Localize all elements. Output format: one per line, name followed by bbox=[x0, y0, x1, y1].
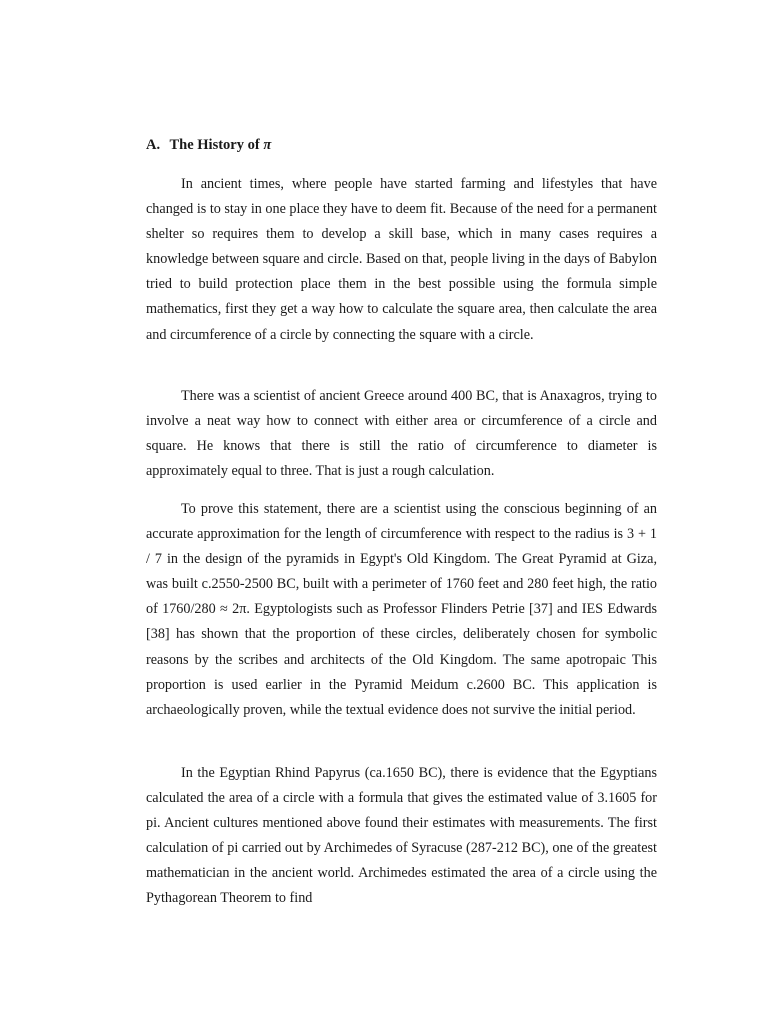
section-heading bbox=[146, 137, 271, 154]
paragraph-rhind-papyrus: In the Egyptian Rhind Papyrus (ca.1650 BC), there is evidence that the Egyptians calculated the area of a circle with a formula that gives the estimated value of 3.1605 for pi. Ancient cultures mentioned above found their estimates with measurements. The first calculation of pi carried out by Archimedes of Syracuse (287-212 BC), one of the greatest mathematician in the ancient world. Archimedes estimated the area of a circle using the Pythagorean Theorem to find bbox=[146, 765, 657, 907]
section-title: The History of bbox=[169, 137, 260, 153]
paragraph-anaxagoras: There was a scientist of ancient Greece around 400 BC, that is Anaxagros, trying to involve a neat way how to connect with either area or circumference of a circle and square. He knows that there is still the ratio of circumference to diameter is approximately equal to three. That is just a rough calculation. bbox=[146, 388, 657, 480]
paragraph-pyramids: To prove this statement, there are a scientist using the conscious beginning of an accurate approximation for the length of circumference with respect to the radius is 3 + 1 / 7 in the design of the pyramids in Egypt's Old Kingdom. The Great Pyramid at Giza, was built c.2550-2500 BC, built with a perimeter of 1760 feet and 280 feet high, the ratio of 1760/280 ≈ 2π. Egyptologists such as Professor Flinders Petrie [37] and IES Edwards [38] has shown that the proportion of these circles, deliberately chosen for symbolic reasons by the scribes and architects of the Old Kingdom. The same apotropaic This proportion is used earlier in the Pyramid Meidum c.2600 BC. This application is archaeologically proven, while the textual evidence does not survive the initial period. bbox=[146, 501, 657, 718]
section-marker: A. bbox=[146, 137, 161, 153]
pi-symbol: π bbox=[263, 137, 272, 153]
paragraph-ancient-times: In ancient times, where people have started farming and lifestyles that have changed is to stay in one place they have to deem fit. Because of the need for a permanent shelter so requires them to develop a skill base, which in many cases requires a knowledge between square and circle. Based on that, people living in the days of Babylon tried to build protection place them in the best possible using the formula simple mathematics, first they get a way how to calculate the square area, then calculate the area and circumference of a circle by connecting the square with a circle. bbox=[146, 176, 657, 343]
